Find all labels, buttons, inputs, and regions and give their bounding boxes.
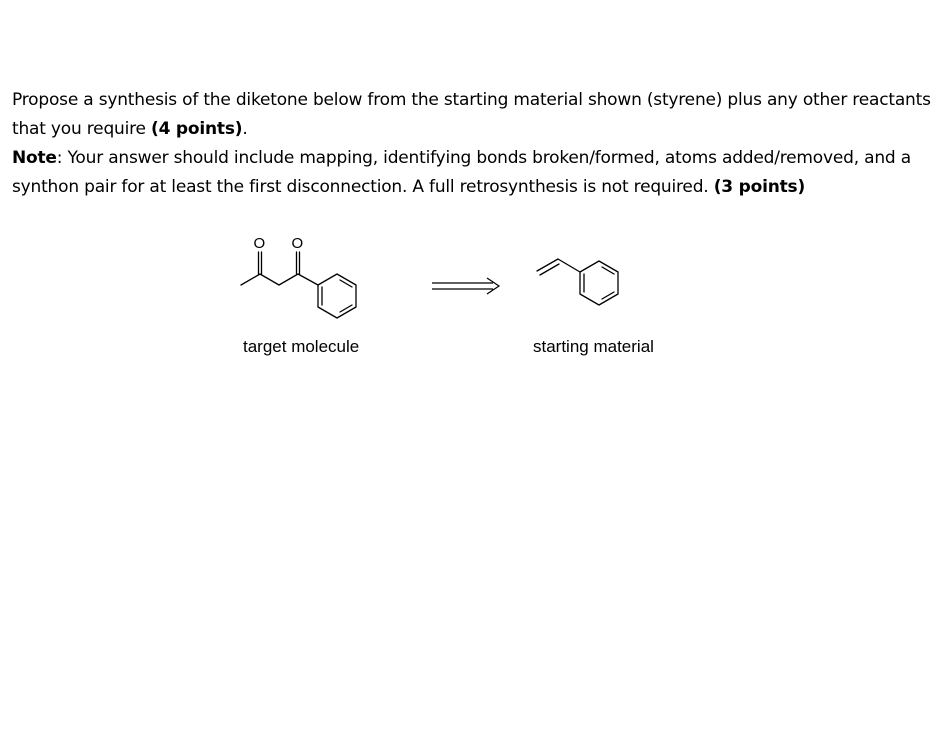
target-molecule-caption: target molecule xyxy=(243,337,360,356)
starting-material-caption: starting material xyxy=(533,337,654,356)
note-text: : Your answer should include mapping, identifying bonds broken/formed, atoms added/removed, and a synthon pair for at least the first disconnection. A full retrosynthesis is not required. xyxy=(12,148,911,197)
note-points: (3 points) xyxy=(713,177,806,197)
benzene-ring-target xyxy=(318,274,356,318)
question-period: . xyxy=(242,119,248,139)
vinyl-double-bond xyxy=(537,259,558,271)
question-prompt: Propose a synthesis of the diketone below from the starting material shown (styrene) plus any other reactants that you require xyxy=(12,90,931,139)
question-paragraph xyxy=(12,86,937,144)
question-points: (4 points) xyxy=(151,119,243,139)
retrosynthesis-arrow xyxy=(432,278,499,294)
note-paragraph xyxy=(12,144,937,202)
oxygen-label-1: O xyxy=(253,235,266,252)
target-molecule-structure xyxy=(241,252,356,318)
benzene-ring-start xyxy=(580,261,618,305)
note-label: Note xyxy=(12,148,57,168)
oxygen-label-2: O xyxy=(291,235,304,252)
carbon-chain xyxy=(241,274,318,285)
starting-material-structure xyxy=(537,259,618,305)
question-text xyxy=(12,86,937,202)
